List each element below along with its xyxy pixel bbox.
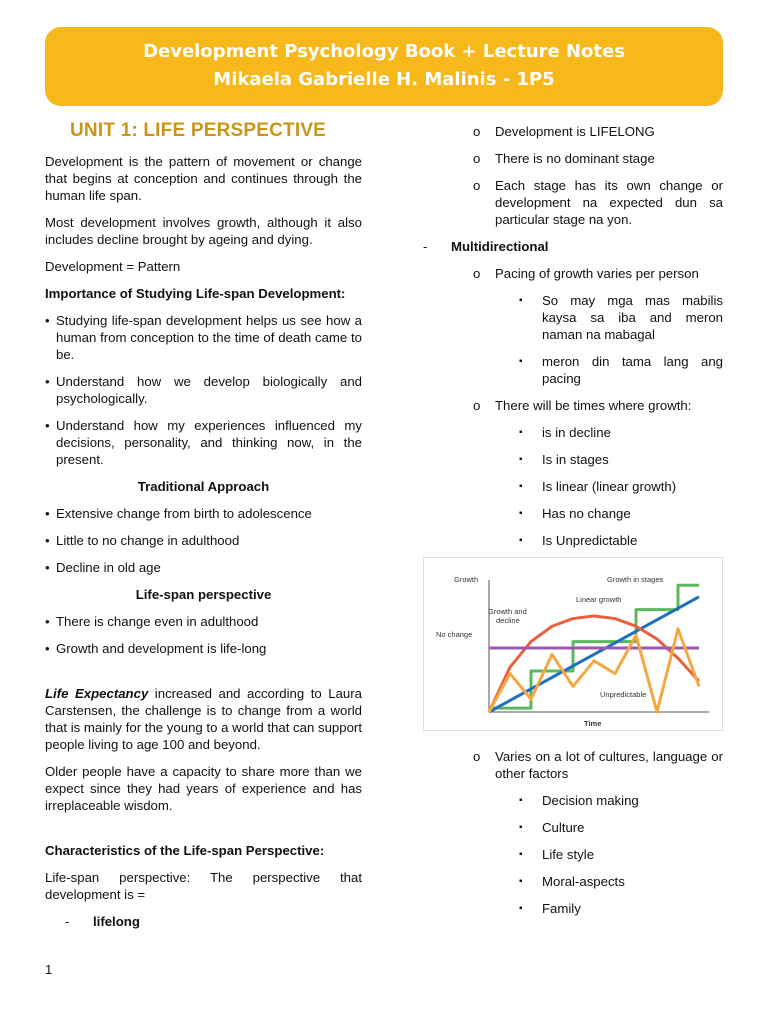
growth-paragraph: Most development involves growth, although it also includes decline brought by ageing and dying. — [45, 215, 362, 247]
bullet-icon: • — [45, 614, 50, 629]
dash-marker: - — [65, 914, 70, 929]
square-bullet-icon: ▪ — [519, 535, 523, 546]
older-people-paragraph: Older people have a capacity to share more than we expect since they had years of experience and has irreplaceable wisdom. — [45, 764, 362, 813]
dash-marker: - — [423, 239, 428, 254]
header-title: Development Psychology Book + Lecture Notes — [143, 41, 625, 62]
unit-title: UNIT 1: LIFE PERSPECTIVE — [70, 120, 327, 141]
circle-bullet-icon: o — [473, 178, 481, 193]
lifespan-item: • There is change even in adulthood — [45, 614, 259, 629]
bullet-icon: • — [45, 641, 50, 656]
development-equation: Development = Pattern — [45, 259, 181, 274]
right-column-lower — [423, 748, 723, 927]
importance-item: • Understand how my experiences influenced my decisions, personality, and thinking now, in the present. — [45, 418, 362, 467]
x-axis-label: Time — [584, 719, 602, 728]
lifelong-detail: o Development is LIFELONG — [473, 124, 655, 139]
legend-label-linear: Linear growth — [576, 595, 622, 604]
times-subitem: ▪ is in decline — [519, 425, 611, 440]
square-bullet-icon: ▪ — [519, 795, 523, 806]
document-header-banner — [45, 27, 723, 106]
times-subitem: ▪ Is Unpredictable — [519, 533, 638, 548]
chart-svg — [424, 558, 722, 730]
varies-subitem: ▪ Decision making — [519, 793, 639, 808]
importance-item: • Studying life-span development helps us see how a human from conception to the time of death came to be. — [45, 313, 362, 362]
square-bullet-icon: ▪ — [519, 508, 523, 519]
times-detail: o There will be times where growth: — [473, 398, 692, 413]
bullet-icon: • — [45, 313, 50, 328]
square-bullet-icon: ▪ — [519, 295, 523, 306]
lifelong-detail: o There is no dominant stage — [473, 151, 655, 166]
legend-label-decline: Growth and — [488, 607, 527, 616]
times-subitem: ▪ Is in stages — [519, 452, 609, 467]
varies-detail: o Varies on a lot of cultures, language or other factors — [473, 749, 723, 781]
series-line-growth-and-decline — [489, 616, 699, 712]
lifespan-item: • Growth and development is life-long — [45, 641, 267, 656]
traditional-item: • Extensive change from birth to adolescence — [45, 506, 312, 521]
legend-label-decline-2: decline — [496, 616, 520, 625]
traditional-heading: Traditional Approach — [137, 479, 270, 494]
lifelong-detail: o Each stage has its own change or development na expected dun sa particular stage na yon. — [473, 178, 723, 227]
legend-label-stages: Growth in stages — [607, 575, 664, 584]
growth-patterns-chart — [423, 557, 723, 731]
circle-bullet-icon: o — [473, 266, 481, 281]
lifespan-heading: Life-span perspective — [135, 587, 272, 602]
square-bullet-icon: ▪ — [519, 849, 523, 860]
characteristics-heading: Characteristics of the Life-span Perspective: — [45, 843, 325, 858]
circle-bullet-icon: o — [473, 151, 481, 166]
page-number: 1 — [45, 962, 53, 977]
definition-paragraph: Development is the pattern of movement or change that begins at conception and continues through the human life span. — [45, 154, 362, 203]
varies-subitem: ▪ Culture — [519, 820, 585, 835]
times-subitem: ▪ Has no change — [519, 506, 631, 521]
pacing-subitem: ▪ So may mga mas mabilis kaysa sa iba and meron naman na mabagal — [519, 293, 723, 342]
varies-subitem: ▪ Moral-aspects — [519, 874, 625, 889]
circle-bullet-icon: o — [473, 398, 481, 413]
lifelong-item: - lifelong — [65, 914, 140, 929]
square-bullet-icon: ▪ — [519, 822, 523, 833]
circle-bullet-icon: o — [473, 124, 481, 139]
bullet-icon: • — [45, 560, 50, 575]
importance-item: • Understand how we develop biologically and psychologically. — [45, 374, 362, 406]
square-bullet-icon: ▪ — [519, 876, 523, 887]
square-bullet-icon: ▪ — [519, 481, 523, 492]
life-expectancy-term: Life Expectancy — [45, 686, 149, 701]
right-column — [423, 123, 723, 559]
y-axis-label: Growth — [454, 575, 479, 584]
header-author: Mikaela Gabrielle H. Malinis - 1P5 — [213, 69, 555, 90]
bullet-icon: • — [45, 506, 50, 521]
bullet-icon: • — [45, 418, 50, 433]
varies-subitem: ▪ Family — [519, 901, 581, 916]
legend-label-nochange: No change — [436, 630, 473, 639]
bullet-icon: • — [45, 374, 50, 389]
traditional-item: • Little to no change in adulthood — [45, 533, 240, 548]
life-expectancy-paragraph: Life Expectancy increased and according to Laura Carstensen, the challenge is to change from a world that is mainly for the young to a world that can support people living to age 100 and beyond. — [45, 686, 362, 752]
multidirectional-item: - Multidirectional — [423, 239, 549, 254]
pacing-subitem: ▪ meron din tama lang ang pacing — [519, 354, 723, 386]
circle-bullet-icon: o — [473, 749, 481, 764]
square-bullet-icon: ▪ — [519, 903, 523, 914]
legend-label-unpredictable: Unpredictable — [600, 690, 647, 699]
bullet-icon: • — [45, 533, 50, 548]
square-bullet-icon: ▪ — [519, 356, 523, 367]
traditional-item: • Decline in old age — [45, 560, 161, 575]
square-bullet-icon: ▪ — [519, 454, 523, 465]
varies-subitem: ▪ Life style — [519, 847, 595, 862]
square-bullet-icon: ▪ — [519, 427, 523, 438]
pacing-detail: o Pacing of growth varies per person — [473, 266, 699, 281]
importance-heading: Importance of Studying Life-span Development: — [45, 286, 346, 301]
left-column — [45, 122, 362, 940]
perspective-definition: Life-span perspective: The perspective that development is = — [45, 870, 362, 902]
times-subitem: ▪ Is linear (linear growth) — [519, 479, 677, 494]
